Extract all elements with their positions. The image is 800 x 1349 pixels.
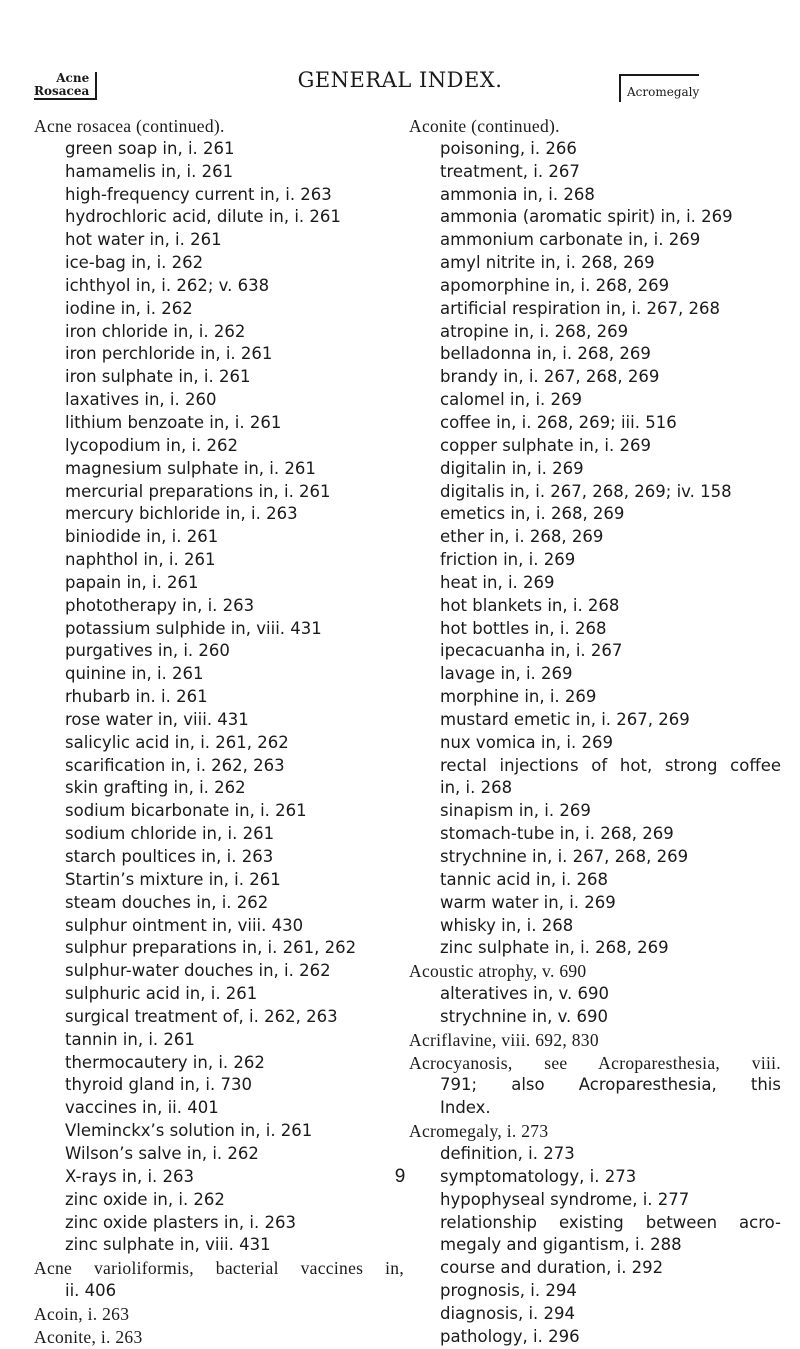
left-guide-bottom: Rosacea: [34, 84, 90, 98]
index-entry: mustard emetic in, i. 267, 269: [440, 709, 690, 729]
index-entry: treatment, i. 267: [440, 161, 580, 181]
index-entry: hot blankets in, i. 268: [440, 595, 620, 615]
index-entry: magnesium sulphate in, i. 261: [65, 458, 316, 478]
index-heading: Acoin, i. 263: [34, 1303, 130, 1324]
index-entry: tannin in, i. 261: [65, 1029, 195, 1049]
left-guide-top: Acne: [56, 71, 90, 85]
index-heading: Aconite, i. 263: [34, 1326, 143, 1347]
index-entry: scarification in, i. 262, 263: [65, 755, 285, 775]
index-entry: alteratives in, v. 690: [440, 984, 610, 1004]
index-entry: green soap in, i. 261: [65, 138, 235, 158]
index-entry: zinc oxide plasters in, i. 263: [65, 1212, 296, 1232]
index-entry: symptomatology, i. 273: [440, 1166, 637, 1186]
index-entry: Wilson’s salve in, i. 262: [65, 1143, 259, 1163]
index-heading: Acne varioliformis, bacterial vaccines in,: [34, 1258, 404, 1279]
index-entry: iron sulphate in, i. 261: [65, 367, 251, 387]
index-heading: Acne rosacea (continued).: [34, 116, 225, 136]
page-title: GENERAL INDEX.: [297, 68, 503, 92]
index-entry: sulphur-water douches in, i. 262: [65, 961, 331, 981]
index-entry: heat in, i. 269: [440, 572, 555, 592]
index-entry: rhubarb in. i. 261: [65, 687, 208, 707]
index-entry: zinc sulphate in, i. 268, 269: [440, 938, 669, 958]
index-entry: prognosis, i. 294: [440, 1281, 577, 1301]
index-entry: amyl nitrite in, i. 268, 269: [440, 253, 655, 273]
index-entry: sodium chloride in, i. 261: [65, 824, 275, 844]
index-entry: potassium sulphide in, viii. 431: [65, 618, 322, 638]
index-entry: friction in, i. 269: [440, 550, 576, 570]
index-entry: laxatives in, i. 260: [65, 390, 217, 410]
index-entry: warm water in, i. 269: [440, 892, 616, 912]
index-entry: atropine in, i. 268, 269: [440, 321, 629, 341]
index-entry: ether in, i. 268, 269: [440, 527, 604, 547]
index-entry: ii. 406: [65, 1281, 117, 1301]
index-entry: nux vomica in, i. 269: [440, 732, 613, 752]
index-entry: Vleminckx’s solution in, i. 261: [65, 1121, 313, 1141]
index-entry: hot bottles in, i. 268: [440, 618, 607, 638]
index-entry: hot water in, i. 261: [65, 230, 222, 250]
index-entry: skin grafting in, i. 262: [65, 778, 246, 798]
index-entry: ammonia (aromatic spirit) in, i. 269: [440, 207, 733, 227]
index-heading: Aconite (continued).: [409, 116, 560, 136]
page-header: [0, 68, 800, 112]
left-index-column: [34, 115, 404, 1349]
index-entry: 791; also Acroparesthesia, this: [440, 1075, 781, 1095]
index-entry: stomach-tube in, i. 268, 269: [440, 824, 674, 844]
index-entry: morphine in, i. 269: [440, 687, 597, 707]
index-entry: pathology, i. 296: [440, 1326, 580, 1346]
index-entry: hamamelis in, i. 261: [65, 161, 234, 181]
index-heading: Acoustic atrophy, v. 690: [409, 961, 587, 982]
index-entry: in, i. 268: [440, 778, 513, 798]
page-number: 9: [394, 1166, 406, 1187]
index-entry: vaccines in, ii. 401: [65, 1098, 219, 1118]
index-entry: ice-bag in, i. 262: [65, 253, 204, 273]
index-entry: X-rays in, i. 263: [65, 1166, 195, 1186]
index-heading: Acriflavine, viii. 692, 830: [409, 1029, 599, 1050]
index-entry: thyroid gland in, i. 730: [65, 1075, 252, 1095]
index-entry: whisky in, i. 268: [440, 915, 574, 935]
index-entry: lavage in, i. 269: [440, 664, 573, 684]
index-entry: biniodide in, i. 261: [65, 527, 219, 547]
index-entry: quinine in, i. 261: [65, 664, 204, 684]
index-entry: copper sulphate in, i. 269: [440, 435, 651, 455]
index-entry: mercurial preparations in, i. 261: [65, 481, 331, 501]
index-entry: sulphur preparations in, i. 261, 262: [65, 938, 357, 958]
index-entry: strychnine in, i. 267, 268, 269: [440, 847, 689, 866]
index-entry: starch poultices in, i. 263: [65, 847, 274, 866]
index-entry: surgical treatment of, i. 262, 263: [65, 1006, 338, 1026]
index-entry: purgatives in, i. 260: [65, 641, 230, 661]
index-entry: ammonia in, i. 268: [440, 184, 595, 204]
index-entry: naphthol in, i. 261: [65, 550, 216, 570]
index-heading: Acrocyanosis, see Acroparesthesia, viii.: [409, 1052, 781, 1073]
index-entry: diagnosis, i. 294: [440, 1303, 576, 1323]
index-entry: megaly and gigantism, i. 288: [440, 1235, 682, 1255]
index-entry: sulphuric acid in, i. 261: [65, 984, 258, 1004]
index-entry: iodine in, i. 262: [65, 298, 193, 318]
index-entry: rose water in, viii. 431: [65, 709, 249, 729]
index-entry: iron chloride in, i. 262: [65, 321, 246, 341]
index-entry: tannic acid in, i. 268: [440, 869, 608, 889]
index-entry: ammonium carbonate in, i. 269: [440, 230, 701, 250]
index-entry: Index.: [440, 1098, 491, 1118]
index-entry: papain in, i. 261: [65, 572, 199, 592]
index-entry: calomel in, i. 269: [440, 390, 583, 410]
index-entry: ipecacuanha in, i. 267: [440, 641, 623, 661]
index-entry: mercury bichloride in, i. 263: [65, 504, 298, 524]
index-entry: rectal injections of hot, strong coffee: [440, 755, 781, 775]
index-entry: brandy in, i. 267, 268, 269: [440, 367, 660, 387]
index-entry: apomorphine in, i. 268, 269: [440, 275, 670, 295]
index-entry: iron perchloride in, i. 261: [65, 344, 273, 364]
index-entry: phototherapy in, i. 263: [65, 595, 255, 615]
index-entry: coffee in, i. 268, 269; iii. 516: [440, 412, 677, 432]
index-entry: lycopodium in, i. 262: [65, 435, 239, 455]
index-entry: sodium bicarbonate in, i. 261: [65, 801, 307, 821]
right-guide-word: Acromegaly: [619, 74, 699, 102]
index-entry: salicylic acid in, i. 261, 262: [65, 732, 289, 752]
index-entry: hydrochloric acid, dilute in, i. 261: [65, 207, 341, 227]
index-entry: zinc oxide in, i. 262: [65, 1189, 225, 1209]
index-entry: emetics in, i. 268, 269: [440, 504, 625, 524]
index-entry: ichthyol in, i. 262; v. 638: [65, 275, 270, 295]
index-entry: high-frequency current in, i. 263: [65, 184, 332, 204]
index-entry: hypophyseal syndrome, i. 277: [440, 1189, 690, 1209]
index-entry: artificial respiration in, i. 267, 268: [440, 298, 720, 318]
index-entry: definition, i. 273: [440, 1143, 575, 1163]
index-entry: sulphur ointment in, viii. 430: [65, 915, 304, 935]
index-entry: course and duration, i. 292: [440, 1258, 664, 1278]
index-entry: digitalin in, i. 269: [440, 458, 584, 478]
index-entry: lithium benzoate in, i. 261: [65, 412, 282, 432]
index-entry: zinc sulphate in, viii. 431: [65, 1235, 271, 1255]
index-entry: steam douches in, i. 262: [65, 892, 269, 912]
index-entry: poisoning, i. 266: [440, 138, 577, 158]
index-entry: belladonna in, i. 268, 269: [440, 344, 651, 364]
index-entry: relationship existing between acro-: [440, 1212, 781, 1232]
right-index-column: [409, 115, 781, 1349]
index-entry: strychnine in, v. 690: [440, 1006, 609, 1026]
index-entry: digitalis in, i. 267, 268, 269; iv. 158: [440, 481, 732, 501]
index-entry: thermocautery in, i. 262: [65, 1052, 265, 1072]
index-entry: sinapism in, i. 269: [440, 801, 591, 821]
index-heading: Acromegaly, i. 273: [409, 1121, 549, 1142]
index-entry: Startin’s mixture in, i. 261: [65, 869, 281, 889]
